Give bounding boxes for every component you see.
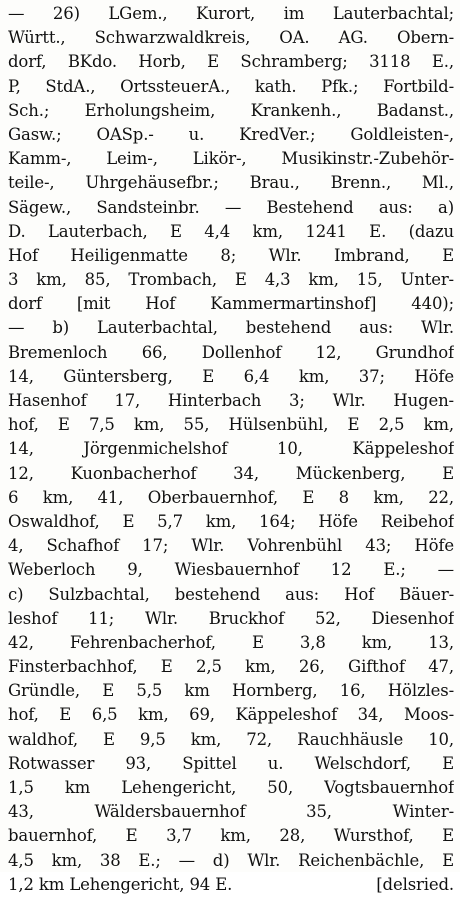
text-line: Hof Heiligenmatte 8; Wlr. Imbrand, E (8, 245, 454, 265)
text-line: dorf, BKdo. Horb, E Schramberg; 3118 E., (8, 52, 454, 72)
text-line: — 26) LGem., Kurort, im Lauterbachtal; (8, 4, 454, 23)
text-line: Sch.; Erholungsheim, Krankenh., Badanst., (8, 100, 454, 120)
text-line: P, StdA., OrtssteuerA., kath. Pfk.; Fortbild- (8, 76, 454, 96)
text-line: 6 km, 41, Oberbauernhof, E 8 km, 22, (8, 487, 454, 507)
text-line: D. Lauterbach, E 4,4 km, 1241 E. (dazu (8, 221, 454, 241)
text-line: 14, Jörgenmichelshof 10, Käppeleshof (8, 439, 454, 459)
text-line: Gründle, E 5,5 km Hornberg, 16, Hölzles- (8, 681, 454, 701)
text-line: Bremenloch 66, Dollenhof 12, Grundhof (8, 342, 454, 362)
text-line: Württ., Schwarzwaldkreis, OA. AG. Obern- (8, 28, 454, 48)
text-line-final-body: 1,2 km Lehengericht, 94 E. (8, 874, 233, 894)
text-line: 14, Güntersberg, E 6,4 km, 37; Höfe (8, 366, 454, 386)
text-line: 3 km, 85, Trombach, E 4,3 km, 15, Unter- (8, 270, 454, 290)
text-line: Rotwasser 93, Spittel u. Welschdorf, E (8, 753, 454, 773)
text-line: 1,5 km Lehengericht, 50, Vogtsbauernhof (8, 778, 454, 797)
text-line: 42, Fehrenbacherhof, E 3,8 km, 13, (8, 632, 454, 652)
text-line: 43, Wäldersbauernhof 35, Winter- (8, 802, 454, 822)
text-line: teile-, Uhrgehäusefbr.; Brau., Brenn., Ml., (8, 173, 454, 193)
text-line: leshof 11; Wlr. Bruckhof 52, Diesenhof (8, 608, 454, 628)
text-line: Gasw.; OASp.- u. KredVer.; Goldleisten-, (8, 124, 454, 144)
text-line: Finsterbachhof, E 2,5 km, 26, Gifthof 47, (8, 657, 454, 677)
catchword: [delsried. (376, 874, 454, 894)
text-line: waldhof, E 9,5 km, 72, Rauchhäusle 10, (8, 729, 454, 749)
text-line: Sägew., Sandsteinbr. — Bestehend aus: a) (8, 197, 454, 217)
text-line: bauernhof, E 3,7 km, 28, Wursthof, E (8, 826, 454, 846)
gazetteer-entry-lauterbach (8, 2, 454, 897)
text-line-final (8, 873, 454, 897)
text-line: 4, Schafhof 17; Wlr. Vohrenbühl 43; Höfe (8, 536, 454, 556)
text-line: Weberloch 9, Wiesbauernhof 12 E.; — (8, 560, 454, 580)
text-line: dorf [mit Hof Kammermartinshof] 440); (8, 294, 454, 314)
text-line: 12, Kuonbacherhof 34, Mückenberg, E (8, 463, 454, 483)
text-line: Oswaldhof, E 5,7 km, 164; Höfe Reibehof (8, 511, 454, 531)
text-line: c) Sulzbachtal, bestehend aus: Hof Bäuer- (8, 584, 454, 604)
text-line: 4,5 km, 38 E.; — d) Wlr. Reichenbächle, E (8, 850, 454, 870)
text-line: Hasenhof 17, Hinterbach 3; Wlr. Hugen- (8, 391, 454, 410)
text-line: Kamm-, Leim-, Likör-, Musikinstr.-Zubehör- (8, 149, 454, 169)
text-line: — b) Lauterbachtal, bestehend aus: Wlr. (8, 318, 454, 338)
text-line: hof, E 6,5 km, 69, Käppeleshof 34, Moos- (8, 705, 454, 725)
text-line: hof, E 7,5 km, 55, Hülsenbühl, E 2,5 km, (8, 415, 454, 435)
